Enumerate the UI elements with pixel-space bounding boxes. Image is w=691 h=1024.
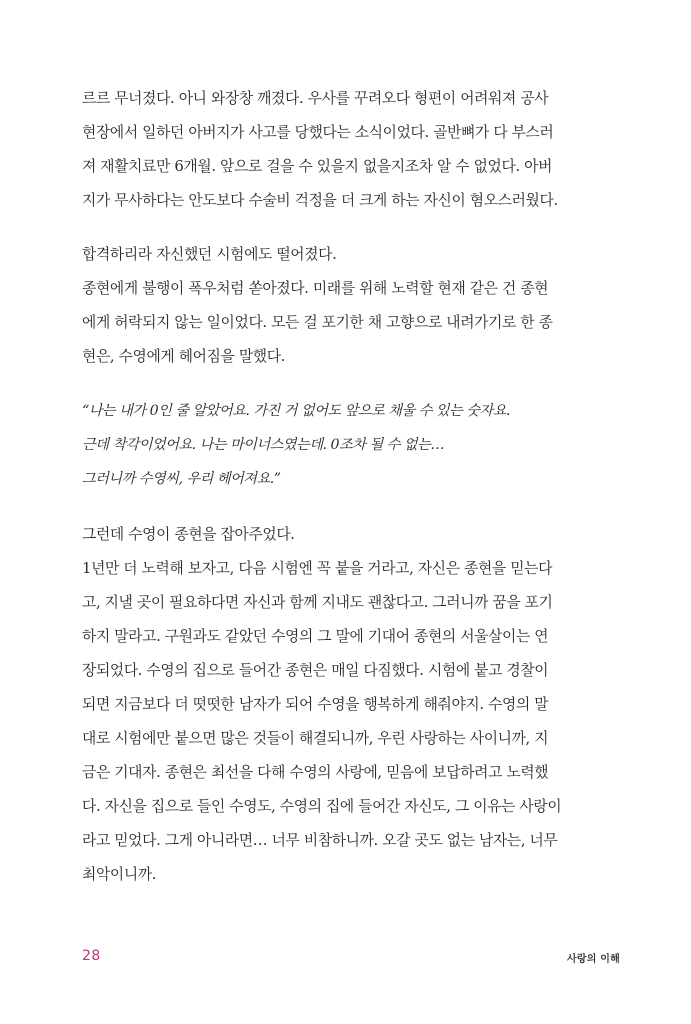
text-line: 에게 허락되지 않는 일이었다. 모든 걸 포기한 채 고향으로 내려가기로 한 종 [82, 314, 553, 331]
text-line: 다. 자신을 집으로 들인 수영도, 수영의 집에 들어간 자신도, 그 이유는 사랑이 [82, 798, 562, 815]
text-line: 최악이니까. [82, 866, 157, 883]
paragraph-2 [82, 238, 620, 374]
text-line: 금은 기대자. 종현은 최선을 다해 수영의 사랑에, 믿음에 보답하려고 노력했 [82, 764, 549, 781]
text-line: 고, 지낼 곳이 필요하다면 자신과 함께 지내도 괜찮다고. 그러니까 꿈을 포기 [82, 594, 553, 611]
page-footer [82, 948, 620, 970]
paragraph-1 [82, 82, 620, 218]
running-title: 사랑의 이해 [567, 954, 620, 965]
text-line: 르르 무너졌다. 아니 와장창 깨졌다. 우사를 꾸려오다 형편이 어려워져 공사 [82, 90, 549, 107]
text-line: 되면 지금보다 더 떳떳한 남자가 되어 수영을 행복하게 해줘야지. 수영의 말 [82, 696, 549, 713]
quote-line: 근데 착각이었어요. 나는 마이너스였는데. 0조차 될 수 없는… [82, 437, 445, 453]
text-line: 대로 시험에만 붙으면 많은 것들이 해결되니까, 우린 사랑하는 사이니까, 지 [82, 730, 549, 747]
text-line: 종현에게 불행이 폭우처럼 쏟아졌다. 미래를 위해 노력할 현재 같은 건 종현 [82, 280, 549, 297]
text-line: 라고 믿었다. 그게 아니라면… 너무 비참하니까. 오갈 곳도 없는 남자는, 너무 [82, 832, 558, 849]
text-line: 지가 무사하다는 안도보다 수술비 걱정을 더 크게 하는 자신이 혐오스러웠다. [82, 192, 558, 209]
dialogue-quote [82, 394, 620, 496]
text-line: 1년만 더 노력해 보자고, 다음 시험엔 꼭 붙을 거라고, 자신은 종현을 믿는다 [82, 560, 553, 577]
paragraph-4 [82, 518, 620, 892]
text-line: 장되었다. 수영의 집으로 들어간 종현은 매일 다짐했다. 시험에 붙고 경찰이 [82, 662, 549, 679]
page-number: 28 [82, 948, 101, 964]
text-line: 하지 말라고. 구원과도 같았던 수영의 그 말에 기대어 종현의 서울살이는 연 [82, 628, 549, 645]
text-line: 져 재활치료만 6개월. 앞으로 걸을 수 있을지 없을지조차 알 수 없었다. 아버 [82, 158, 553, 175]
text-line: 합격하리라 자신했던 시험에도 떨어졌다. [82, 246, 337, 263]
text-line: 현장에서 일하던 아버지가 사고를 당했다는 소식이었다. 골반뼈가 다 부스러 [82, 124, 554, 141]
text-line: 그런데 수영이 종현을 잡아주었다. [82, 526, 295, 543]
quote-line: 그러니까 수영씨, 우리 헤어져요.” [82, 471, 281, 487]
quote-line: “나는 내가 0인 줄 알았어요. 가진 거 없어도 앞으로 채울 수 있는 숫자요. [82, 403, 510, 419]
text-line: 현은, 수영에게 헤어짐을 말했다. [82, 348, 286, 365]
